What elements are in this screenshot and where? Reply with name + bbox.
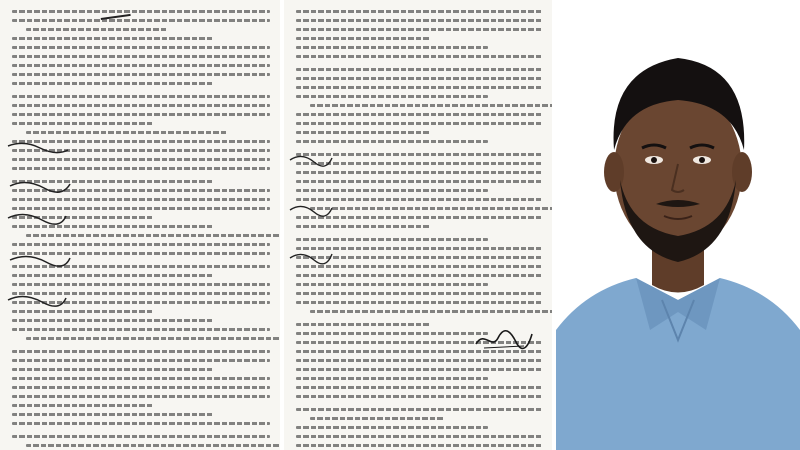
document-text-line [12,404,154,407]
document-text-line [296,68,542,71]
document-page-right [284,0,552,450]
document-text-line [296,395,542,398]
document-text-line [12,10,270,13]
document-text-line [296,301,542,304]
document-text-line [296,368,542,371]
handwritten-annotation [4,140,74,340]
document-text-line [296,95,488,98]
document-text-line [12,395,270,398]
document-text-line [12,422,270,425]
document-text-line [296,37,431,40]
document-text-line [12,95,270,98]
document-page-left [0,0,280,450]
document-text-line [12,55,270,58]
document-text-line [296,19,542,22]
document-text-line [12,73,270,76]
document-text-line [296,408,542,411]
document-text-line [12,359,270,362]
document-text-line [296,444,542,447]
document-text-line [12,113,270,116]
portrait-photo [556,0,800,450]
document-text-line [310,310,552,313]
document-text-line [12,368,213,371]
document-text-line [12,19,270,22]
document-text-line [296,350,542,353]
document-text-line [26,444,280,447]
document-text-line [26,131,227,134]
document-text-line [296,55,542,58]
document-text-line [12,377,270,380]
document-text-line [296,86,542,89]
document-text-line [310,104,552,107]
document-text-line [296,359,542,362]
document-text-line [296,131,431,134]
document-text-line [296,292,542,295]
document-text-line [12,122,154,125]
document-text-line [296,377,488,380]
document-text-line [12,386,270,389]
signature-scribble [474,328,534,350]
document-text-line [12,37,213,40]
document-text-line [296,426,488,429]
document-text-line [12,46,270,49]
document-text-line [26,28,168,31]
document-text-line [296,386,542,389]
document-text-line [12,435,270,438]
document-text-line [296,28,542,31]
portrait-figure [556,0,800,450]
document-text-line [12,82,213,85]
document-text-line [296,435,542,438]
handwritten-annotation [288,150,334,290]
document-text-line [296,46,488,49]
document-text-line [12,350,270,353]
document-text-line [296,122,542,125]
document-text-line [296,323,431,326]
document-text-line [296,113,542,116]
document-text-line [310,207,552,210]
document-text-line [12,64,270,67]
document-text-line [296,10,542,13]
document-text-line [310,417,445,420]
document-text-line [12,104,270,107]
document-text-line [296,140,488,143]
document-text-line [12,413,213,416]
document-text-line [296,77,542,80]
document-text-line [296,332,488,335]
